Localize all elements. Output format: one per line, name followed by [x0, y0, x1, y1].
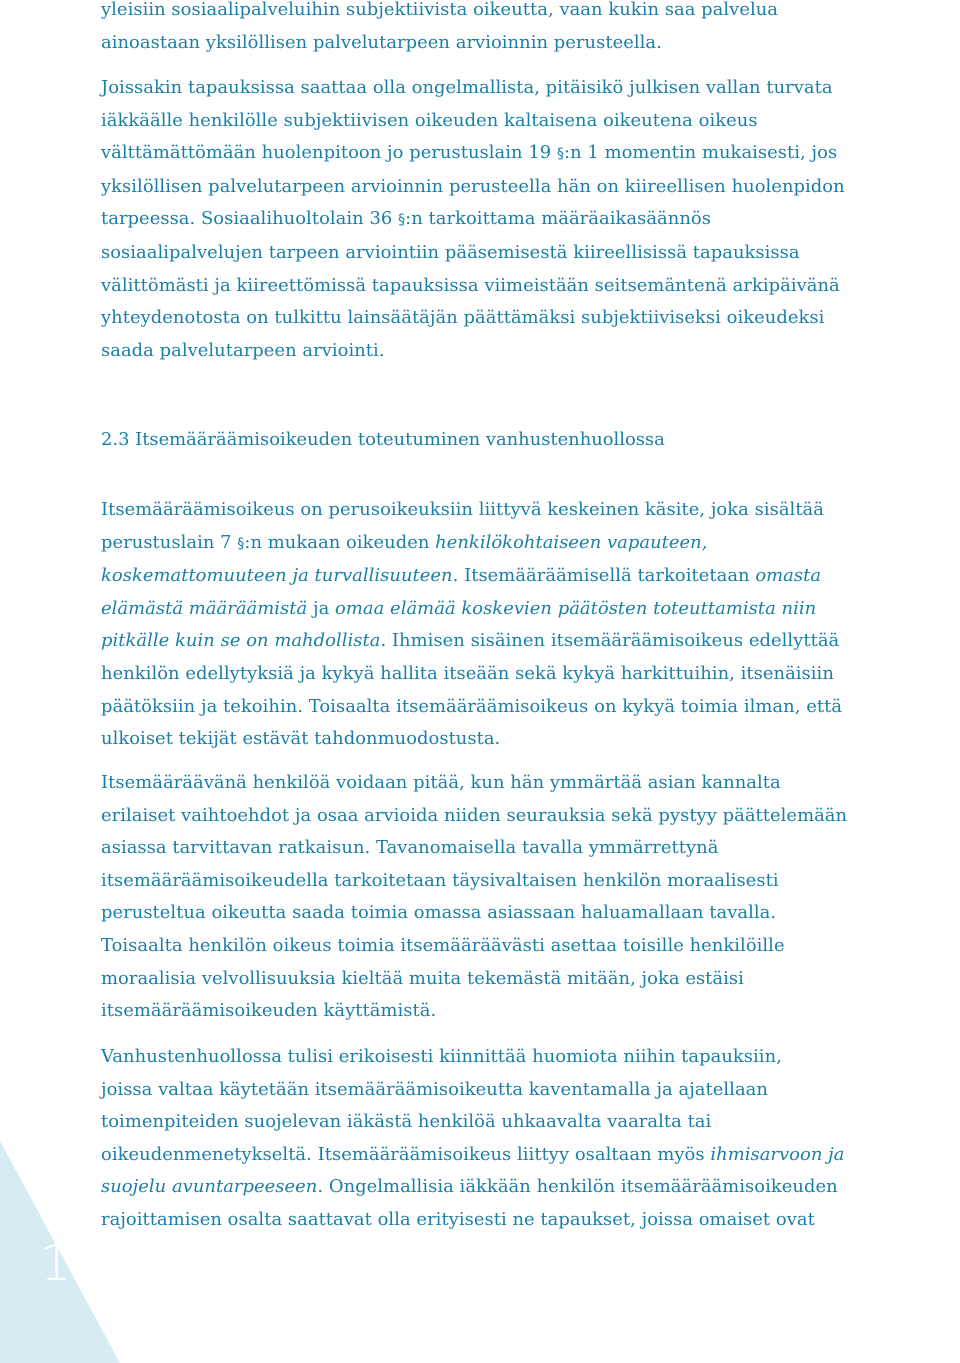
paragraph: Vanhustenhuollossa tulisi erikoisesti kiinnittää huomiota niihin tapauksiin, joissa valtaa käytetään itsemääräämisoikeutta kaventamalla ja ajatellaan toimenpiteiden suojelevan iäkästä henkilöä uhkaavalta vaaralta tai oikeudenmenetykseltä. Itsemääräämisoikeus liittyy osaltaan myös ihmisarvoon ja suojelu avuntarpeeseen. Ongelmallisia iäkkään henkilön itsemääräämisoikeuden rajoittamisen osalta saattavat olla erityisesti ne tapaukset, joissa omaiset ovat [101, 1046, 845, 1230]
paragraph-continued: yleisiin sosiaalipalveluihin subjektiivista oikeutta, vaan kukin saa palvelua ainoastaan yksilöllisen palvelutarpeen arvioinnin perusteella. [101, 0, 779, 53]
section-heading: 2.3 Itsemääräämisoikeuden toteutuminen vanhustenhuollossa [101, 429, 665, 450]
paragraph: Joissakin tapauksissa saattaa olla ongelmallista, pitäisikö julkisen vallan turvata iäkkäälle henkilölle subjektiivisen oikeuden kaltaisena oikeutena oikeus välttämättömään huolenpitoon jo perustuslain 19 §:n 1 momentin mukaisesti, jos yksilöllisen palvelutarpeen arvioinnin perusteella hän on kiireellisen huolenpidon tarpeessa. Sosiaalihuoltolain 36 §:n tarkoittama määräaikasäännös sosiaalipalvelujen tarpeen arviointiin pääsemisestä kiireellisissä tapauksissa välittömästi ja kiireettömissä tapauksissa viimeistään seitsemäntenä arkipäivänä yhteydenotosta on tulkittu lainsäätäjän päättämäksi subjektiiviseksi oikeudeksi saada palvelutarpeen arviointi. [101, 77, 845, 361]
paragraph: Itsemääräämisoikeus on perusoikeuksiin liittyvä keskeinen käsite, joka sisältää perustuslain 7 §:n mukaan oikeuden henkilökohtaiseen vapauteen, koskemattomuuteen ja turvallisuuteen. Itsemääräämisellä tarkoitetaan omasta elämästä määräämistä ja omaa elämää koskevien päätösten toteuttamista niin pitkälle kuin se on mahdollista. Ihmisen sisäinen itsemääräämisoikeus edellyttää henkilön edellytyksiä ja kykyä hallita itseään sekä kykyä harkittuihin, itsenäisiin päätöksiin ja tekoihin. Toisaalta itsemääräämisoikeus on kykyä toimia ilman, että ulkoiset tekijät estävät tahdonmuodostusta. [101, 499, 843, 750]
page-number: 16 [40, 1234, 102, 1292]
paragraph: Itsemääräävänä henkilöä voidaan pitää, kun hän ymmärtää asian kannalta erilaiset vaihtoehdot ja osaa arvioida niiden seurauksia sekä pystyy päättelemään asiassa tarvittavan ratkaisun. Tavanomaisella tavalla ymmärrettynä itsemääräämisoikeudella tarkoitetaan täysivaltaisen henkilön moraalisesti perusteltua oikeutta saada toimia omassa asiassaan haluamallaan tavalla. Toisaalta henkilön oikeus toimia itsemääräävästi asettaa toisille henkilöille moraalisia velvollisuuksia kieltää muita tekemästä mitään, joka estäisi itsemääräämisoikeuden käyttämistä. [101, 772, 848, 1022]
